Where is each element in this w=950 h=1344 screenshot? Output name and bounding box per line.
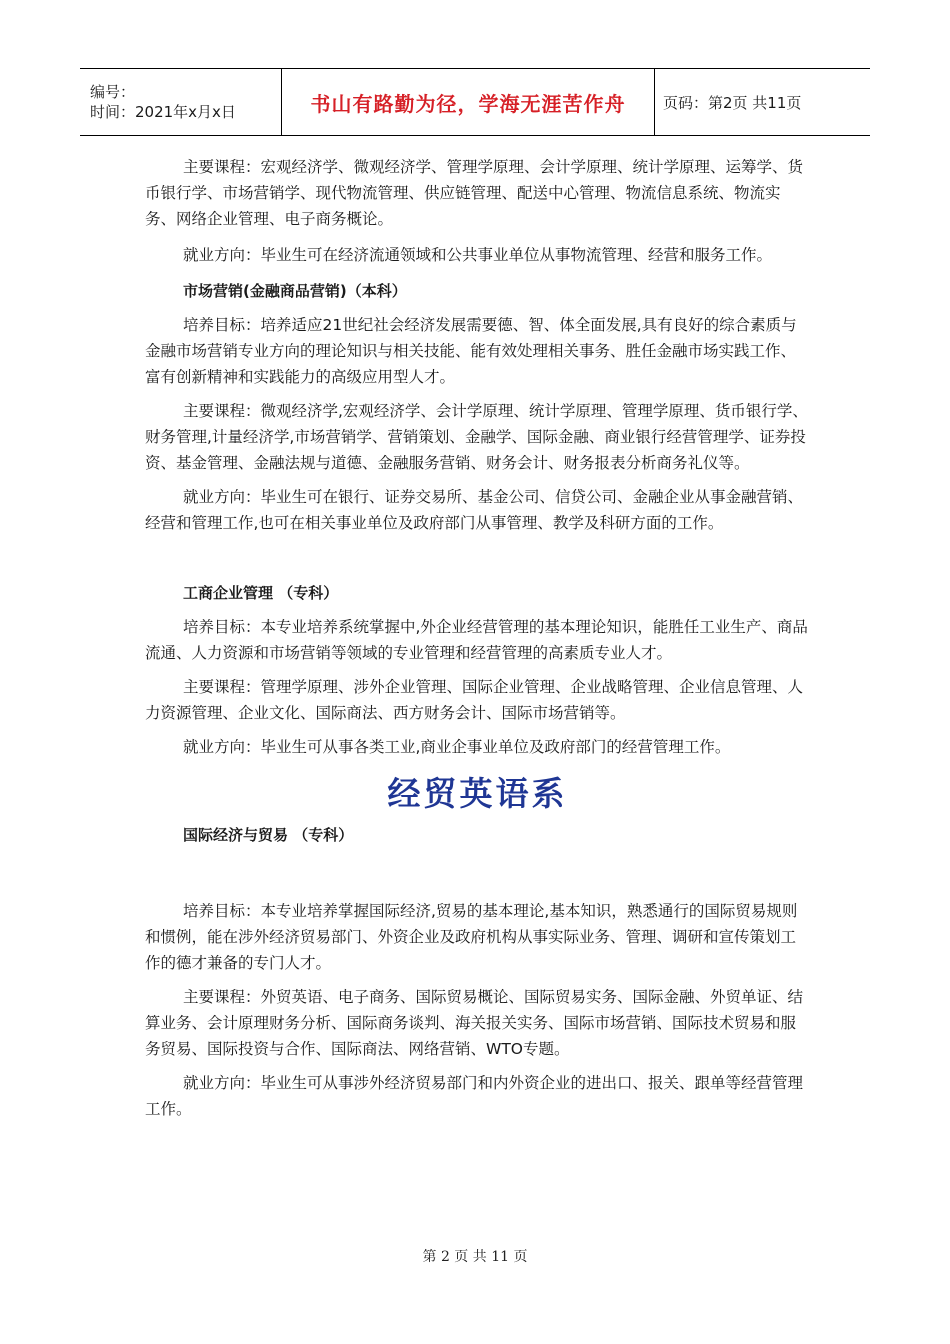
marketing-courses-paragraph: 主要课程：微观经济学,宏观经济学、会计学原理、统计学原理、管理学原理、货币银行学、财务管理,计量经济学,市场营销学、营销策划、金融学、国际金融、商业银行经营管理学、证券投资、基金管理、金融法规与道德、金融服务营销、财务会计、财务报表分析商务礼仪等。: [145, 402, 808, 472]
page-footer: [0, 1246, 950, 1266]
marketing-goal-paragraph: 培养目标：培养适应21世纪社会经济发展需要德、智、体全面发展,具有良好的综合素质与金融市场营销专业方向的理论知识与相关技能、能有效处理相关事务、胜任金融市场实践工作、富有创新精神和实践能力的高级应用型人才。: [145, 316, 797, 386]
marketing-employment-paragraph: 就业方向：毕业生可在银行、证券交易所、基金公司、信贷公司、金融企业从事金融营销、经营和管理工作,也可在相关事业单位及政府部门从事管理、教学及科研方面的工作。: [145, 488, 804, 532]
trade-courses-paragraph: 主要课程：外贸英语、电子商务、国际贸易概论、国际贸易实务、国际金融、外贸单证、结算业务、会计原理财务分析、国际商务谈判、海关报关实务、国际市场营销、国际技术贸易和服务贸易、国际投资与合作、国际商法、网络营销、WTO专题。: [145, 988, 804, 1058]
department-title: 经贸英语系: [387, 774, 568, 813]
trade-section-title: 国际经济与贸易 （专科）: [183, 826, 354, 844]
logistics-employment-paragraph: 就业方向：毕业生可在经济流通领域和公共事业单位从事物流管理、经营和服务工作。: [183, 246, 773, 264]
header-page-info: [655, 69, 801, 135]
trade-employment-paragraph: 就业方向：毕业生可从事涉外经济贸易部门和内外资企业的进出口、报关、跟单等经营管理工作。: [145, 1074, 804, 1118]
business-section-title: 工商企业管理 （专科）: [183, 584, 339, 602]
page-header: [80, 68, 870, 136]
footer-page-number: 第 2 页 共 11 页: [422, 1249, 528, 1265]
marketing-section-title: 市场营销(金融商品营销)（本科）: [183, 282, 407, 300]
business-courses-paragraph: 主要课程：管理学原理、涉外企业管理、国际企业管理、企业战略管理、企业信息管理、人力资源管理、企业文化、国际商法、西方财务会计、国际市场营销等。: [145, 678, 804, 722]
motto-text: 书山有路勤为径，学海无涯苦作舟: [310, 91, 626, 116]
business-goal-paragraph: 培养目标：本专业培养系统掌握中,外企业经营管理的基本理论知识，能胜任工业生产、商品流通、人力资源和市场营销等领域的专业管理和经营管理的高素质专业人才。: [145, 618, 808, 662]
document-number-label: 编号：: [90, 83, 136, 101]
business-employment-paragraph: 就业方向：毕业生可从事各类工业,商业企事业单位及政府部门的经营管理工作。: [183, 738, 731, 756]
header-meta: [80, 69, 281, 135]
page-info-text: 页码：第2页 共11页: [663, 93, 802, 112]
document-body: [145, 154, 810, 1122]
trade-goal-paragraph: 培养目标：本专业培养掌握国际经济,贸易的基本理论,基本知识，熟悉通行的国际贸易规则和惯例，能在涉外经济贸易部门、外资企业及政府机构从事实际业务、管理、调研和宣传策划工作的德才兼备的专门人才。: [145, 902, 798, 972]
header-motto: [281, 69, 655, 135]
document-time-label: 时间：2021年x月x日: [90, 103, 236, 121]
logistics-courses-paragraph: 主要课程：宏观经济学、微观经济学、管理学原理、会计学原理、统计学原理、运筹学、货币银行学、市场营销学、现代物流管理、供应链管理、配送中心管理、物流信息系统、物流实务、网络企业管理、电子商务概论。: [145, 158, 804, 228]
